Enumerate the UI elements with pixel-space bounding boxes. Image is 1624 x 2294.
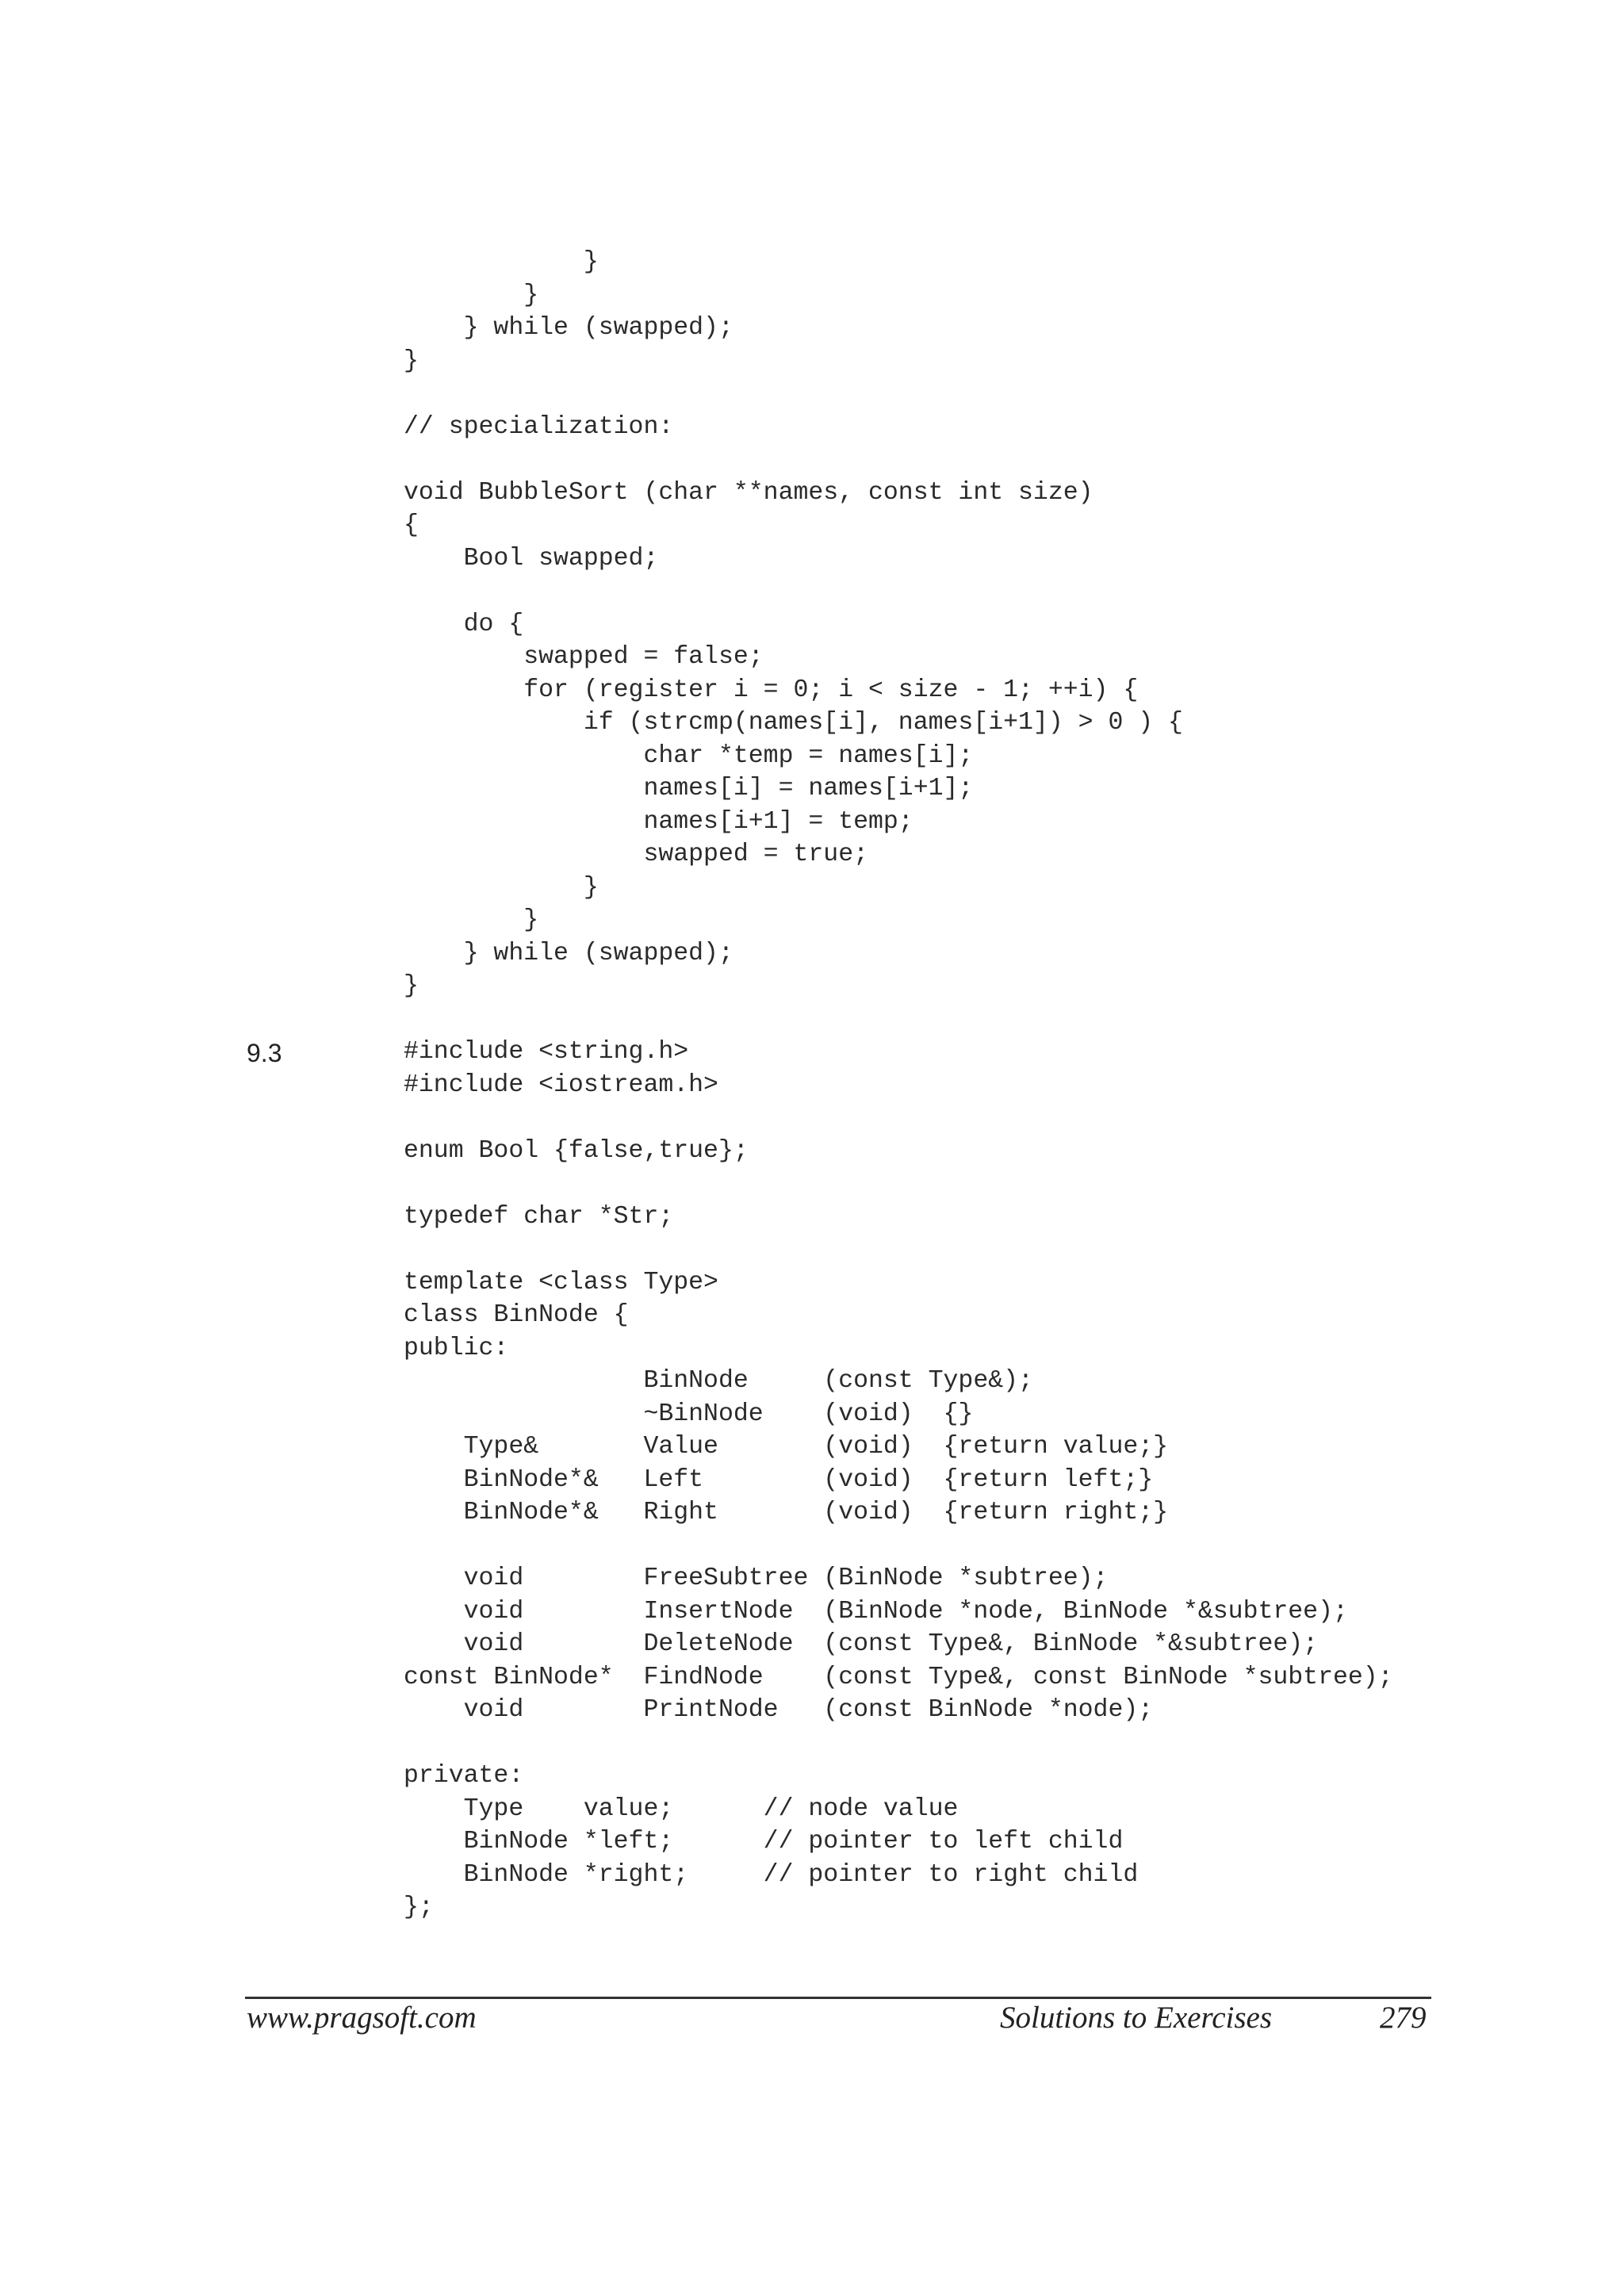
- code-listing-bubblesort-continuation: } } } while (swapped); } // specialization: void BubbleSort (char **names, const int size) { Bool swapped; do { swapped = false; for (register i = 0; i < size - 1; ++i) { if (strcmp(names[i], names[i+1]) > 0 ) { char *temp = names[i]; names[i] = names[i+1]; names[i+1] = temp; swapped = true; } } } while (swapped); }: [404, 248, 1183, 1000]
- footer-chapter-title: Solutions to Exercises: [1000, 2001, 1273, 2035]
- footer-website: www.pragsoft.com: [247, 2001, 477, 2035]
- footer-page-number: 279: [1380, 2001, 1427, 2035]
- exercise-number: 9.3: [247, 1039, 282, 1067]
- code-listing-binnode: #include <string.h> #include <iostream.h> enum Bool {false,true}; typedef char *Str; template <class Type> class BinNode { public: BinNode (const Type&); ~BinNode (void) {} Type& Value (void) {return value;} BinNode*& Left (void) {return left;} BinNode*& Right (void) {return right;} void FreeSubtree (BinNode *subtree); void InsertNode (BinNode *node, BinNode *&subtree); void DeleteNode (const Type&, BinNode *&subtree); const BinNode* FindNode (const Type&, const BinNode *subtree); void PrintNode (const BinNode *node); private: Type value; // node value BinNode *left; // pointer to left child BinNode *right; // pointer to right child };: [404, 1038, 1393, 1921]
